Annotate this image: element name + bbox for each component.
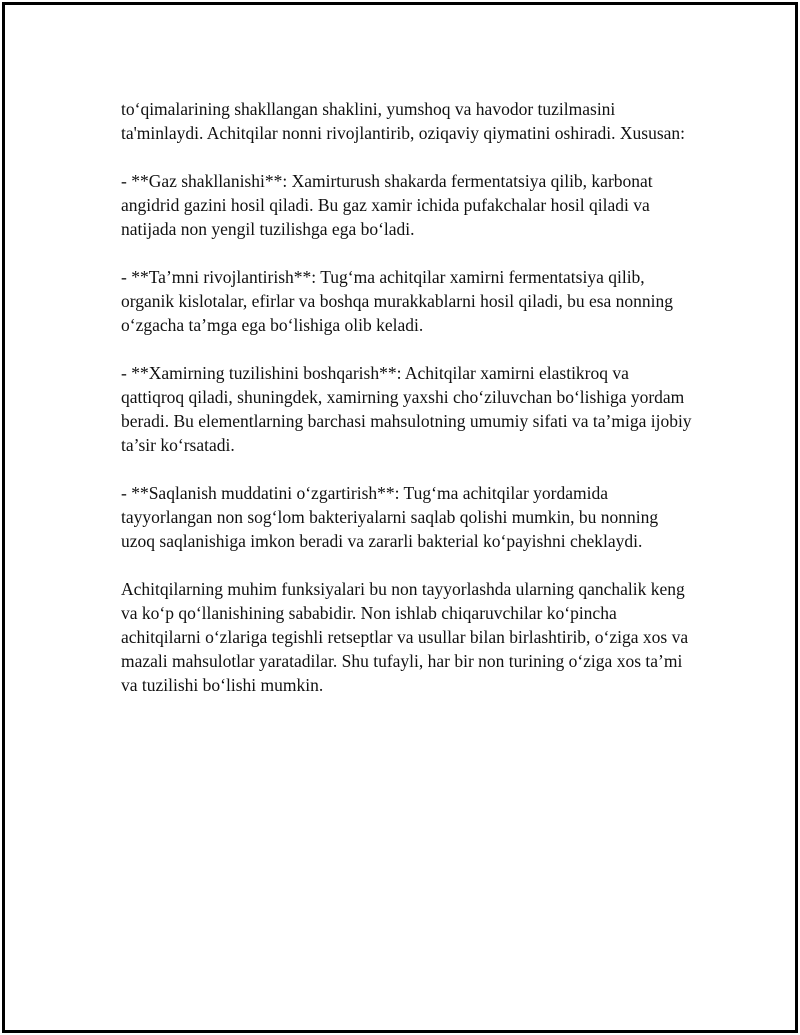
paragraph-shelf-life: - **Saqlanish muddatini o‘zgartirish**: Tug‘ma achitqilar yordamida tayyorlangan non sog‘lom bakteriyalarni saqlab qolishi mumkin, bu nonning uzoq saqlanishiga imkon beradi va zararli bakterial ko‘payishni cheklaydi. [121,483,659,551]
paragraph-taste-development: - **Ta’mni rivojlantirish**: Tug‘ma achitqilar xamirni fermentatsiya qilib, organik kislotalar, efirlar va boshqa murakkablarni hosil qiladi, bu esa nonning o‘zgacha ta’mga ega bo‘lishiga olib keladi. [121,267,674,335]
paragraph-gas-formation: - **Gaz shakllanishi**: Xamirturush shakarda fermentatsiya qilib, karbonat angidrid gazini hosil qiladi. Bu gaz xamir ichida pufakchalar hosil qiladi va natijada non yengil tuzilishga ega bo‘ladi. [121,171,653,239]
document-body [121,97,696,721]
document-page [2,2,798,1033]
paragraph-conclusion: Achitqilarning muhim funksiyalari bu non tayyorlashda ularning qanchalik keng va ko‘p qo‘llanishining sababidir. Non ishlab chiqaruvchilar ko‘pincha achitqilarni o‘zlariga tegishli retseptlar va usullar bilan birlashtirib, o‘ziga xos va mazali mahsulotlar yaratadilar. Shu tufayli, har bir non turining o‘ziga xos ta’mi va tuzilishi bo‘lishi mumkin. [121,579,689,695]
paragraph-dough-structure: - **Xamirning tuzilishini boshqarish**: Achitqilar xamirni elastikroq va qattiqroq qiladi, shuningdek, xamirning yaxshi cho‘ziluvchan bo‘lishiga yordam beradi. Bu elementlarning barchasi mahsulotning umumiy sifati va ta’miga ijobiy ta’sir ko‘rsatadi. [121,363,692,455]
paragraph-intro: to‘qimalarining shakllangan shaklini, yumshoq va havodor tuzilmasini ta'minlaydi. Achitqilar nonni rivojlantirib, oziqaviy qiymatini oshiradi. Xususan: [121,99,686,143]
